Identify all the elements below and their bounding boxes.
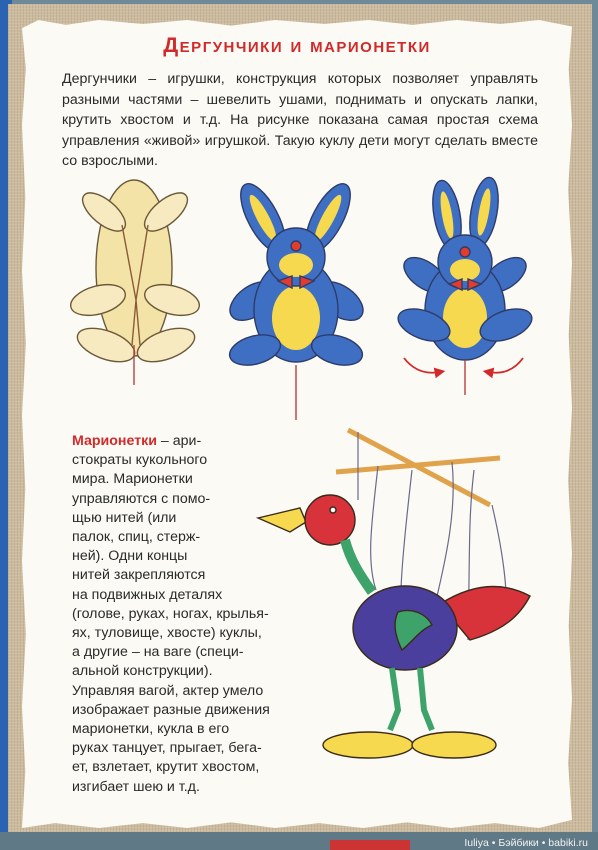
text-line: стократы кукольного	[72, 452, 208, 469]
text-line: ней). Одни концы	[72, 548, 188, 565]
moving-bunny-icon	[394, 175, 536, 395]
text-line: руках танцует, прыгает, бега-	[72, 740, 262, 757]
text-line: изгибает шею и т.д.	[72, 778, 200, 795]
rotation-arrow-icon	[488, 358, 523, 373]
text-line: на подвижных деталях	[72, 586, 223, 603]
bird-marionette-icon	[258, 430, 530, 758]
rotation-arrow-icon	[404, 358, 440, 373]
marionette-lead-term: Марионетки	[72, 433, 157, 449]
text-line: щью нитей (или	[72, 509, 177, 526]
text-line: палок, спиц, стерж-	[72, 529, 201, 546]
text-line: мира. Марионетки	[72, 471, 193, 488]
intro-paragraph: Дергунчики – игрушки, конструкция которых позволяет управлять разными частями – шевелить ушами, поднимать и опускать лапки, крутить хвостом и т.д. На рисунке показана самая простая схема управления «живой» игрушкой. Такую куклу дети могут сделать вместе со взрослыми.	[62, 71, 538, 169]
unassembled-bunny-icon	[67, 180, 202, 385]
watermark: Iuliya • Бэйбики • babiki.ru	[464, 837, 588, 849]
text-line: альной конструкции).	[72, 663, 213, 680]
text-line: а другие – на ваге (специ-	[72, 644, 244, 661]
text-line: ет, взлетает, крутит хвостом,	[72, 759, 260, 776]
text-line: (голове, руках, ногах, крылья-	[72, 605, 269, 622]
text-line: изображает разные движения	[72, 701, 270, 718]
text-line: ях, туловище, хвосте) куклы,	[72, 625, 262, 642]
text-line: управляются с помо-	[72, 490, 211, 507]
text-line: марионетки, кукла в его	[72, 721, 230, 738]
bunny-puppet-icon	[223, 177, 370, 420]
text-line: нитей закрепляются	[72, 567, 206, 584]
text-line: Управляя вагой, актер умело	[72, 682, 264, 699]
text-line: – ари-	[156, 433, 202, 449]
page-title: Дергунчики и марионетки	[163, 34, 431, 57]
